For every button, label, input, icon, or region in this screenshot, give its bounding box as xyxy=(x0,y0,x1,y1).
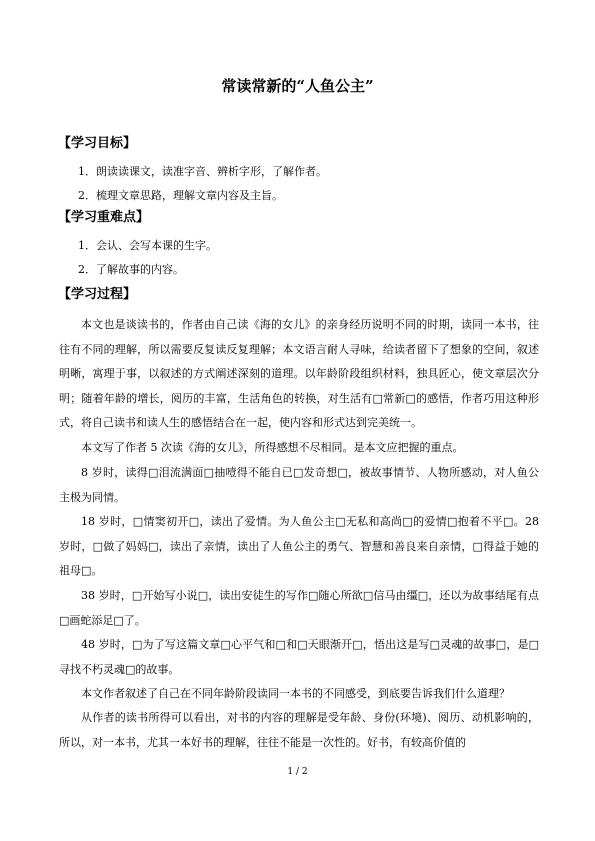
key-point-item: 1．会认、会写本课的生字。 xyxy=(78,239,217,252)
key-point-item: 2．了解故事的内容。 xyxy=(78,263,184,276)
body-paragraph: 18 岁时，□情窦初开□，读出了爱情。为人鱼公主□无私和高尚□的爱情□抱着不平□。28 岁时，□做了妈妈□，读出了亲情，读出了人鱼公主的勇气、智慧和善良来自亲情，□得益于她的祖母□。 xyxy=(59,515,539,578)
goal-item: 1．朗读读课文，读准字音、辨析字形，了解作者。 xyxy=(78,165,327,178)
goal-item: 2．梳理文章思路，理解文章内容及主旨。 xyxy=(78,189,283,202)
body-paragraph: 本文作者叙述了自己在不同年龄阶段读同一本书的不同感受，到底要告诉我们什么道理？ xyxy=(81,687,510,700)
body-paragraph: 48 岁时，□为了写这篇文章□心平气和□和□天眼渐开□，悟出这是写□灵魂的故事□，是□寻找不朽灵魂□的故事。 xyxy=(59,638,539,676)
section-heading-key-points: 【学习重难点】 xyxy=(58,210,150,225)
section-heading-process: 【学习过程】 xyxy=(58,287,137,302)
body-paragraph: 从作者的读书所得可以看出，对书的内容的理解是受年龄、身份(环境)、阅历、动机影响的，所以，对一本书，尤其一本好书的理解，往往不能是一次性的。好书，有较高价值的 xyxy=(59,711,539,749)
page-title: 常读常新的“人鱼公主” xyxy=(221,77,374,95)
body-paragraph: 本文写了作者 5 次读《海的女儿》，所得感想不尽相同。是本文应把握的重点。 xyxy=(81,441,464,454)
page-number: 1 / 2 xyxy=(287,767,308,777)
body-paragraph: 本文也是谈读书的，作者由自己读《海的女儿》的亲身经历说明不同的时期，读同一本书，往往有不同的理解，所以需要反复读反复理解；本文语言耐人寻味，给读者留下了想象的空间，叙述明晰，寓理于事，以叙述的方式阐述深刻的道理。以年龄阶段组织材料，独具匠心，使文章层次分明；随着年龄的增长，阅历的丰富，生活角色的转换，对生活有□常新□的感悟，作者巧用这种形式，将自己读书和读人生的感悟结合在一起，使内容和形式达到完美统一。 xyxy=(59,318,539,430)
body-paragraph: 38 岁时，□开始写小说□，读出安徒生的写作□随心所欲□信马由缰□，还以为故事结尾有点□画蛇添足□了。 xyxy=(59,589,539,627)
section-heading-goals: 【学习目标】 xyxy=(58,136,137,151)
body-paragraph: 8 岁时，读得□泪流满面□抽噎得不能自已□发奇想□，被故事情节、人物所感动，对人鱼公主极为同情。 xyxy=(59,466,539,504)
